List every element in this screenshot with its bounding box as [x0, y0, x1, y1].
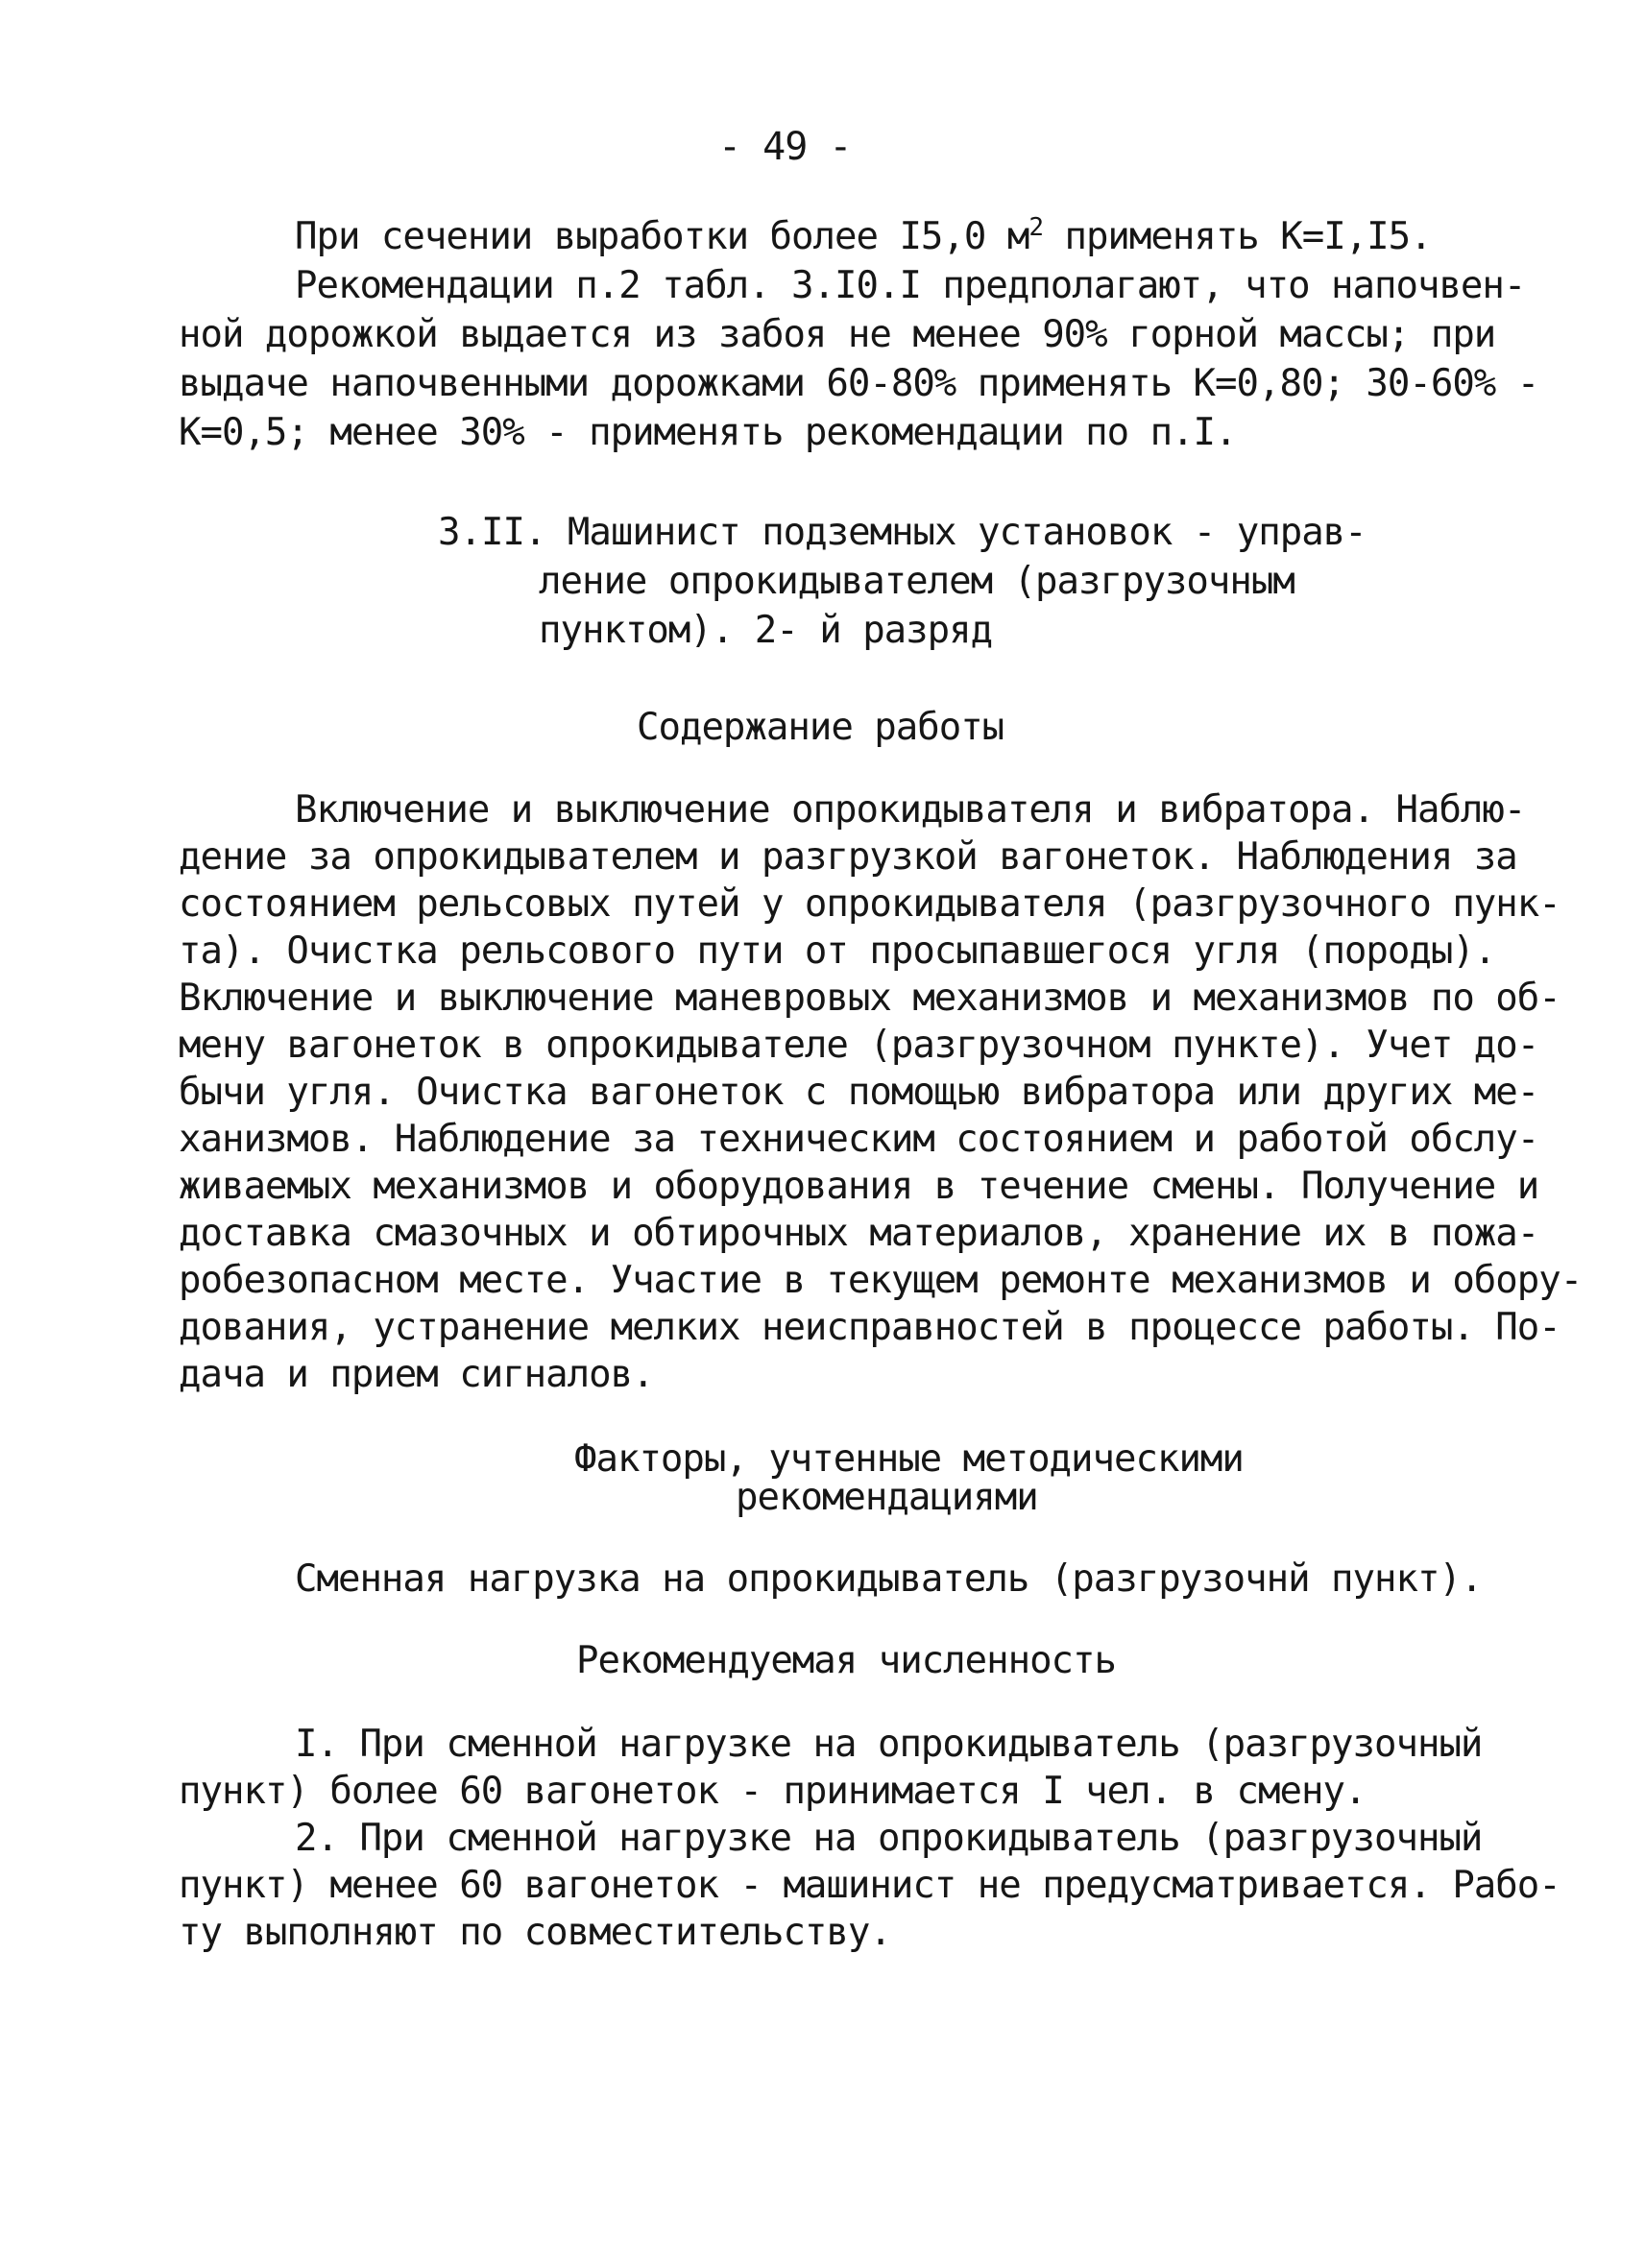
work-content-line: дования, устранение мелких неисправностей в процессе работы. По- [179, 1306, 1560, 1349]
section-title-line-3: пунктом). 2- й разряд [539, 609, 993, 652]
intro-line-1-tail: применять К=I,I5. [1042, 215, 1432, 258]
section-title-line-1: 3.II. Машинист подземных установок - управ- [438, 511, 1367, 554]
recommended-line: пункт) более 60 вагонеток - принимается I чел. в смену. [179, 1770, 1367, 1813]
recommended-line: 2. При сменной нагрузке на опрокидыватель (разгрузочный [295, 1817, 1483, 1860]
intro-line-1 [295, 213, 1432, 261]
page-number: - 49 - [718, 125, 852, 169]
work-content-line: состоянием рельсовых путей у опрокидывателя (разгрузочного пунк- [179, 882, 1560, 926]
work-content-line: ханизмов. Наблюдение за техническим состоянием и работой обслу- [179, 1118, 1539, 1161]
work-content-heading: Содержание работы [637, 706, 1004, 749]
intro-line-1-text: При сечении выработки более I5,0 м [295, 215, 1029, 258]
intro-line-5: К=0,5; менее 30% - применять рекомендации по п.I. [179, 411, 1237, 454]
work-content-line: Включение и выключение маневровых механизмов и механизмов по об- [179, 977, 1560, 1020]
intro-line-4: выдаче напочвенными дорожками 60-80% применять К=0,80; 30-60% - [179, 362, 1539, 405]
factors-heading-line-1: Факторы, учтенные методическими [574, 1437, 1244, 1481]
recommended-heading: Рекомендуемая численность [576, 1639, 1116, 1682]
work-content-line: робезопасном месте. Участие в текущем ремонте механизмов и обору- [179, 1259, 1583, 1302]
intro-line-1-superscript: 2 [1028, 213, 1043, 242]
work-content-line: дение за опрокидывателем и разгрузкой вагонеток. Наблюдения за [179, 835, 1517, 879]
work-content-line: бычи угля. Очистка вагонеток с помощью вибратора или других ме- [179, 1071, 1539, 1114]
work-content-line: доставка смазочных и обтирочных материалов, хранение их в пожа- [179, 1212, 1539, 1255]
section-title-line-2: ление опрокидывателем (разгрузочным [539, 560, 1294, 603]
work-content-line: та). Очистка рельсового пути от просыпавшегося угля (породы). [179, 929, 1496, 973]
work-content-line: живаемых механизмов и оборудования в течение смены. Получение и [179, 1165, 1539, 1208]
recommended-line: I. При сменной нагрузке на опрокидыватель (разгрузочный [295, 1723, 1483, 1766]
work-content-line: дача и прием сигналов. [179, 1353, 654, 1396]
work-content-line: Включение и выключение опрокидывателя и вибратора. Наблю- [295, 788, 1526, 832]
intro-line-2: Рекомендации п.2 табл. 3.I0.I предполагают, что напочвен- [295, 264, 1526, 307]
recommended-line: ту выполняют по совместительству. [179, 1911, 891, 1954]
factors-heading-line-2: рекомендациями [736, 1476, 1038, 1519]
factors-text: Сменная нагрузка на опрокидыватель (разгрузочнй пункт). [295, 1557, 1483, 1601]
work-content-line: мену вагонеток в опрокидывателе (разгрузочном пункте). Учет до- [179, 1024, 1539, 1067]
intro-line-3: ной дорожкой выдается из забоя не менее 90% горной массы; при [179, 313, 1496, 356]
recommended-line: пункт) менее 60 вагонеток - машинист не предусматривается. Рабо- [179, 1864, 1560, 1907]
